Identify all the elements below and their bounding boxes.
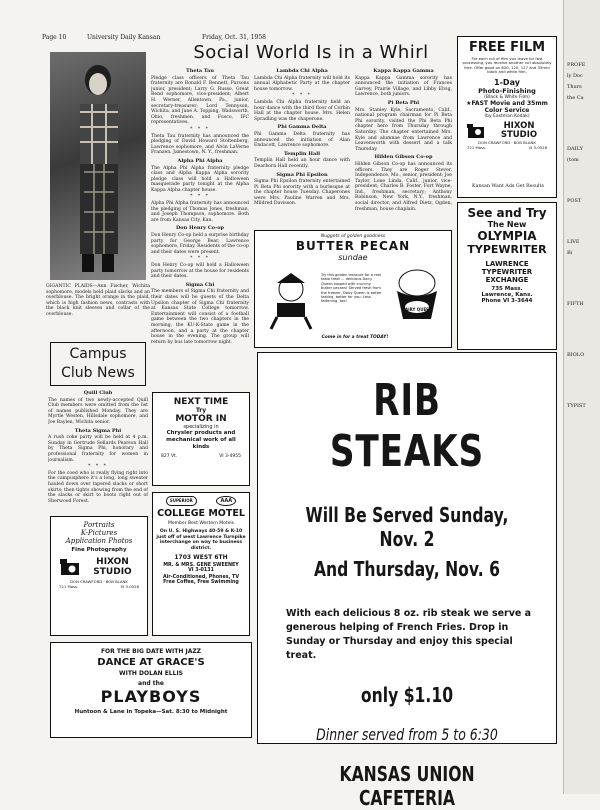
brand-label: DAIRY QUEEN	[401, 307, 433, 312]
divider: * * *	[190, 194, 210, 200]
ad-line: Will Be Served Sunday, Nov. 2	[305, 503, 509, 551]
article-text: Phi Gamma Delta fraternity has announced the initiation of Alan Endacott, Lawrence sophomore.	[254, 131, 350, 149]
ad-line: Phone VI 3-3644	[481, 298, 533, 304]
fragment: the Ca	[567, 95, 584, 101]
article-text: Don Henry Co-op will hold a Halloween party tomorrow at the house for residents and their dates.	[151, 263, 249, 280]
rib-steaks-ad	[257, 352, 557, 810]
paper-name: University Daily Kansan	[87, 34, 161, 41]
fragment: FIFTH	[567, 301, 584, 307]
ad-line: (Black & White Film)	[484, 94, 530, 100]
ad-line: Free Coffee, Free Swimming	[163, 580, 239, 586]
article-text: Alpha Phi Alpha fraternity has announced the pledging of Thomas Jones, freshman, and Joseph Thompson, sophomore. Both are from Kansas City, Kan.	[151, 201, 249, 223]
free-film-ad	[457, 36, 557, 198]
camera-icon	[465, 122, 487, 140]
section-title: Campus Club News	[61, 346, 135, 381]
ad-line: Application Photos	[65, 537, 133, 545]
fragment: Thurs	[567, 84, 582, 90]
article-text: Mrs. Stanley Kyle, Sacramento, Calif., national program chairman for Pi Beta Phi sorority, visited the Phi Beta Phi chapter here from Thursday through Saturday. The chapter entertained Mrs. Kyle and alumnae from Lawrence and Leavenworth with dessert and a talk Thursday.	[355, 107, 452, 152]
fragment: DAILY	[567, 146, 583, 152]
ad-address: 721 Mass.	[467, 144, 487, 150]
ad-address: 827 Vt.	[161, 454, 178, 459]
ad-title: BUTTER PECAN	[295, 239, 411, 253]
issue-date: Friday, Oct. 31, 1958	[202, 34, 266, 41]
butter-pecan-ad	[254, 230, 452, 348]
article-text: Hilden Gibson Co-op has announced its officers. They are Roger Stever, Independence, Mo., senior, president; Joe Taylor, Lone Linda, Calif., junior, vice-president; Charles B. Foster, Fort Wayne, Ind., freshman, secretary; Anthony Robinson, New York, N.Y., freshman, social director, and Alfred Dietz, Ogden, freshman, house chaplain.	[355, 161, 452, 212]
ad-title: RIB STEAKS	[329, 375, 485, 477]
ad-line: K-Pictures	[80, 529, 118, 537]
ad-line: On U. S. Highways 40-59 & K-10 just off of west Lawrence Turnpike interchange on way to business district.	[156, 529, 246, 551]
running-head	[42, 34, 452, 42]
column-1	[151, 66, 249, 388]
ad-line: TYPEWRITER	[481, 268, 533, 276]
camera-icon	[58, 557, 82, 577]
studio-name: HIXON STUDIO	[500, 120, 538, 140]
olympia-ad	[457, 202, 557, 350]
divider: * * *	[190, 126, 210, 132]
ad-cta: Come in for a treat TODAY!	[321, 335, 389, 340]
article	[151, 69, 249, 126]
column-3	[355, 66, 452, 224]
ad-line: Chrysler products and mechanical work of all kinds	[166, 430, 236, 450]
ad-title: COLLEGE MOTEL	[157, 508, 245, 519]
ad-line: Huntoon & Lane in Topeka—Sat. 8:30 to Midnight	[74, 709, 228, 715]
page-headline: Social World Is in a Whirl	[193, 42, 429, 63]
jazz-dance-ad	[50, 642, 252, 738]
ad-phone: VI 3-0528	[528, 144, 547, 150]
article-head: Kappa Kappa Gamma	[373, 68, 434, 74]
article-text: The names of two newly-accepted Quill Club members were omitted from the list of names published Monday. They are Myrtle Westen, Hillsdale sophomore, and Joe Baylen, Wichita senior.	[48, 397, 148, 425]
ad-line: Fine Photography	[71, 547, 127, 553]
badges	[156, 496, 246, 506]
ad-title: DANCE AT GRACE'S	[97, 657, 205, 668]
article-head: Theta Tau	[186, 68, 214, 74]
ad-tagline: Nuggets of golden goodness	[320, 234, 386, 239]
article-head: Lambda Chi Alpha	[276, 68, 328, 74]
photo-caption: GIGANTIC PLAIDS—Ann Fischer, Wichita sophomore, models held plaid slacks and an overblouse. The bright orange in the plaid, which is high fashion news, contrasts with the black knit sleeves and collar of the overblouse.	[46, 284, 150, 317]
fragment: POST	[567, 198, 582, 204]
fragment: BIOLO	[567, 352, 585, 358]
ad-line: VI 3-0131	[188, 568, 214, 574]
ad-line: DON CRAWFORD · BOB BLANK	[478, 139, 536, 145]
ad-line: See and Try	[467, 206, 547, 220]
article-head: Theta Sigma Phi	[74, 427, 122, 434]
article-head: Alpha Phi Alpha	[177, 157, 223, 164]
ad-line: Lawrence, Kans.	[481, 292, 533, 298]
article-head: Sigma Chi	[185, 281, 215, 288]
ad-line: FOR THE BIG DATE WITH JAZZ	[100, 648, 202, 655]
fragment: PROFE	[567, 62, 586, 68]
article-head: Don Henry Co-op	[175, 225, 225, 232]
ad-time: Dinner served from 5 to 6:30	[316, 725, 498, 744]
ad-line: And Thursday, Nov. 6	[313, 557, 501, 581]
fragment: LIVE	[567, 239, 580, 245]
ad-line: OLYMPIA	[477, 229, 537, 243]
article-text: For the coed who is really flying right into the campusphere it's a long, long sweater hauled down over tapered slacks or short skirts; then tights showing from the end of the slacks or skirt to boots right out of Sherwood Forest.	[48, 470, 148, 504]
article-text: The Alpha Phi Alpha fraternity pledge class and Alpha Kappa Alpha sorority pledge class will hold a Halloween masquerade party tonight at the Alpha Kappa Alpha chapter house.	[151, 165, 249, 193]
model-figure-icon	[50, 52, 146, 280]
studio-block	[461, 122, 553, 140]
article-text: Pledge class officers of Theta Tau fraternity are Ronald F. Bennett, Parsons junior, president; Larry G. Russo, Great Bend sophomore, vice-president; Albert H. Werner, Allentown, Pa., junior, secretary-treasurer; Lord Tennyson, Wichita, and Jane A. Topping, Wadsworth, Ohio, freshmen, and Fusco, IFC representatives.	[151, 75, 249, 126]
article-text: Theta Tau fraternity has announced the pledging of David Howard Stoltenberg, Lawrence sophomore, and Alvin LaVerne Franzen, Jamestown, N. Y., freshman.	[151, 133, 249, 156]
campus-club-news-column	[48, 388, 148, 512]
motor-in-ad	[152, 392, 250, 486]
ad-title: FREE FILM	[468, 40, 546, 55]
fragment: (tom	[567, 157, 579, 163]
article-text: A rush coke party will be held at 4 p.m. Sunday in Gertrude Sellards Pearson Hall by Theta Sigma Phi, honorary and professional fraternity for women in journalism.	[48, 435, 148, 463]
article-text: Kappa Kappa Gamma sorority has announced the initiation of Frances Garvey, Prairie Village, and Libby Elvig, Lawrence, both juniors.	[355, 75, 452, 98]
college-motel-ad	[152, 492, 250, 636]
want-ads-note: Kansan Want Ads Get Results	[472, 184, 544, 189]
ad-line: TYPEWRITER	[467, 243, 547, 256]
article-head: Sigma Phi Epsilon	[276, 171, 328, 178]
ad-line: (by Eastman Kodak)	[484, 113, 530, 119]
band-name: PLAYBOYS	[100, 687, 202, 706]
fragment: ly Doc	[567, 73, 583, 79]
article-text: Templin Hall held an hour dance with Dearborn Hall recently.	[254, 158, 350, 169]
ad-body: For each roll of film you leave for fast processing, you receive another roll absolutely free. Offer good on 620, 120, 127 and 35mm black and white film.	[462, 56, 552, 75]
ad-line: MOTOR IN	[175, 414, 227, 424]
ad-line: ★FAST Movie and 35mm	[466, 99, 548, 107]
ad-line: 1-Day	[494, 77, 520, 87]
article-head: Quill Club	[83, 390, 113, 396]
divider: * * *	[292, 93, 312, 99]
divider: * * *	[190, 256, 210, 262]
campus-club-news-box	[50, 342, 146, 386]
article-head: Hilden Gibson Co-op	[374, 154, 433, 161]
studio-name: HIXON STUDIO	[93, 557, 132, 577]
ad-price: only $1.10	[360, 683, 454, 707]
ad-line: Try	[195, 407, 207, 414]
ad-line: Portraits	[83, 521, 115, 529]
ad-address: 721 Mass.	[59, 584, 79, 589]
aaa-badge: AAA	[216, 496, 236, 506]
article-head: Pi Beta Phi	[387, 99, 420, 106]
ad-body: With each delicious 8 oz. rib steak we serve a generous helping of French Fries. Drop in Sunday or Thursday and enjoy this special treat.	[286, 608, 532, 661]
superior-badge: SUPERIOR	[166, 496, 197, 506]
fragment: TYPIST	[567, 403, 586, 409]
ad-line: 735 Mass.	[491, 286, 523, 292]
fragment: Bi	[567, 250, 573, 256]
ad-line: LAWRENCE	[485, 260, 529, 268]
ad-contact	[55, 584, 143, 589]
mascot-icon	[261, 271, 319, 331]
fashion-photo	[50, 52, 146, 280]
ad-contact	[157, 454, 245, 459]
article-head: Templin Hall	[283, 150, 321, 157]
page-number: Page 10	[42, 34, 67, 41]
ad-line: MR. & MRS. GENE SWEENEY	[163, 563, 239, 569]
ad-phone: VI 3-0528	[120, 584, 139, 589]
ad-line: specializing in	[183, 424, 219, 430]
ad-line: Member Best Western Motels	[168, 521, 234, 526]
ad-line: DON CRAWFORD · BOB BLANK	[70, 579, 128, 584]
article-text: Sigma Phi Epsilon fraternity entertained Pi Beta Phi sorority with a burlesque at the chapter house Tuesday. Chaperones were Mrs. Pauline Warren and Mrs. Mildred Davisson.	[254, 179, 350, 207]
article-text: The members of Sigma Chi fraternity and their dates will be guests of the Delta Upsilon chapter of Sigma Chi fraternity at Kansas State College tomorrow. Entertainment will consist of a football game between the two chapters in the morning, the KU-K-State game in the afternoon, and a party at the chapter house in the evening. The group will return by bus late tomorrow night.	[151, 289, 249, 345]
ad-line: 1703 WEST 6TH	[174, 554, 228, 562]
ad-phone: VI 3-4955	[219, 454, 241, 459]
ad-line: EXCHANGE	[485, 276, 529, 284]
ad-line: NEXT TIME	[173, 397, 229, 407]
ad-line: and the	[138, 680, 164, 687]
ad-subtitle: sundae	[338, 253, 368, 262]
article-head: Phi Gamma Delta	[277, 124, 327, 131]
ad-line: Color Service	[484, 106, 530, 114]
article-text: Lambda Chi Alpha fraternity held an hour dance with the third floor of Corbin Hall at the chapter house. Mrs. Helen Spradling was the chaperone.	[254, 99, 350, 122]
ad-contact	[461, 145, 553, 150]
ad-place: KANSAS UNION CAFETERIA	[339, 762, 475, 810]
column-2	[254, 66, 350, 224]
article-text: Don Henry Co-op held a surprise birthday party for George Bear, Lawrence sophomore, Friday. Residents of the co-op and their dates were present.	[151, 233, 249, 255]
ad-line: Photo-Finishing	[478, 86, 536, 95]
sundae-cup-icon	[389, 267, 445, 329]
portraits-ad	[50, 516, 148, 636]
adjacent-page-text	[567, 60, 600, 412]
divider: * * *	[88, 464, 108, 470]
ad-line: WITH DOLAN ELLIS	[118, 670, 183, 677]
adjacent-page-strip	[563, 0, 600, 794]
ad-line: Air-Conditioned, Phones, TV	[162, 575, 240, 581]
studio-block	[55, 557, 143, 577]
ad-body: Try this golden treasure for a real taste treat ... delicious Dairy Queen topped with crunchy butter pecans! Served fresh from the freezer, Dairy Queen is better tasting, better for you. Less fattening, too!	[321, 273, 382, 304]
ad-line: The New	[487, 220, 527, 229]
article-text: Lambda Chi Alpha fraternity will hold its annual Alphabetic Party at the chapter house tomorrow.	[254, 75, 350, 92]
